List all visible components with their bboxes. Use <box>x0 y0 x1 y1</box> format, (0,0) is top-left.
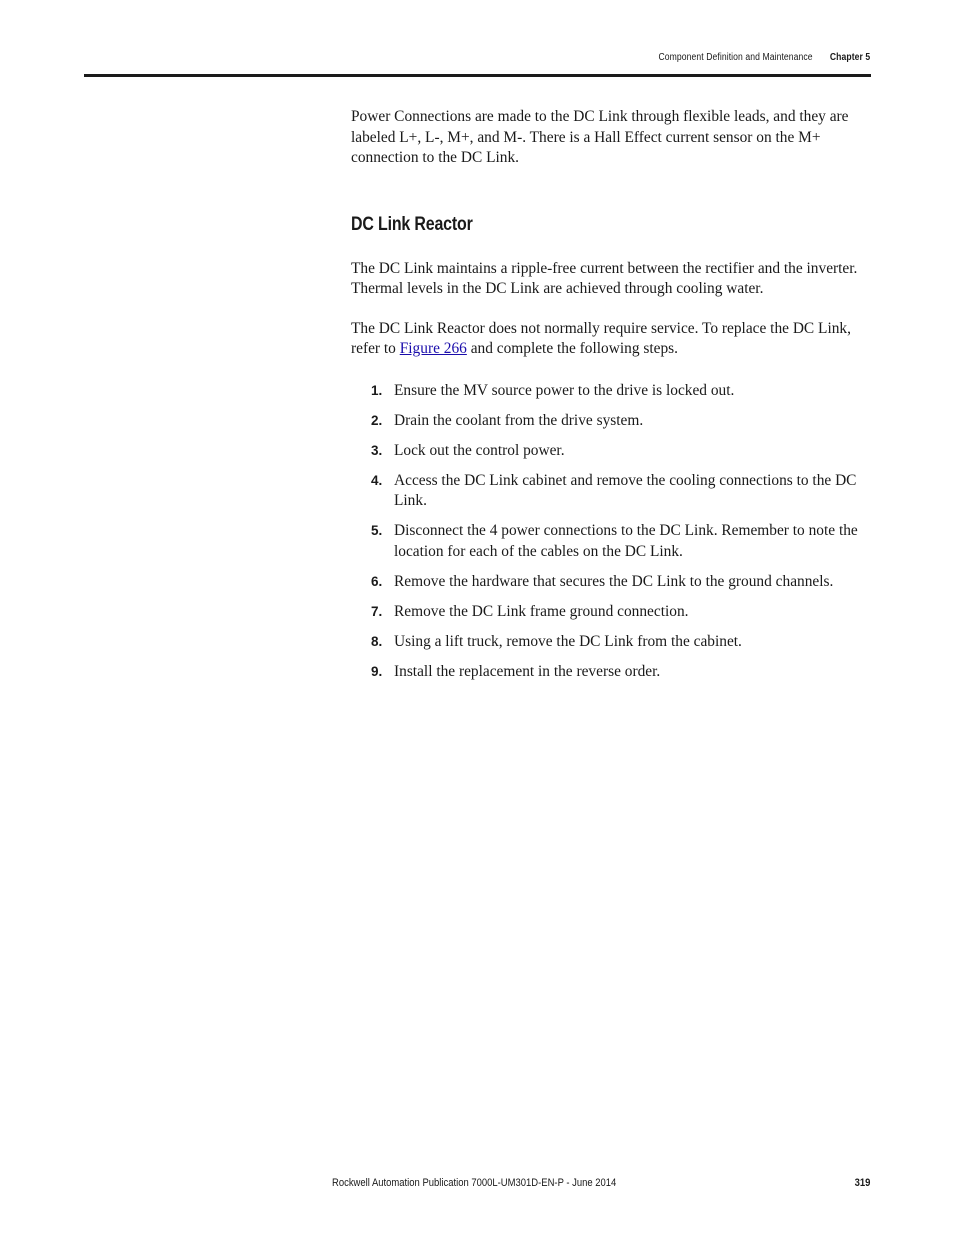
paragraph-service <box>351 319 875 360</box>
step-number: 1. <box>371 382 383 398</box>
step-number: 8. <box>371 633 383 649</box>
step-item <box>351 572 875 593</box>
header-rule <box>84 74 871 77</box>
step-number: 9. <box>371 663 383 679</box>
footer-page-number: 319 <box>854 1177 870 1189</box>
paragraph-cooling: The DC Link maintains a ripple-free current between the rectifier and the inverter. Thermal levels in the DC Link are achieved through cooling water. <box>351 259 858 297</box>
step-number: 2. <box>371 412 383 428</box>
header-section-title: Component Definition and Maintenance <box>658 52 813 63</box>
step-number: 6. <box>371 573 383 589</box>
step-number: 5. <box>371 523 383 538</box>
step-item <box>351 441 875 462</box>
step-item <box>351 662 875 683</box>
footer-publication: Rockwell Automation Publication 7000L-UM301D-EN-P - June 2014 <box>332 1177 617 1189</box>
replacement-steps-list <box>351 381 875 683</box>
step-text: Install the replacement in the reverse order. <box>394 662 661 680</box>
section-heading: DC Link Reactor <box>351 213 473 235</box>
figure-266-link[interactable]: Figure 266 <box>399 340 467 357</box>
step-text: Ensure the MV source power to the drive is locked out. <box>394 381 735 399</box>
step-item <box>351 602 875 623</box>
step-text: Remove the hardware that secures the DC Link to the ground channels. <box>394 572 834 590</box>
step-item <box>351 632 875 653</box>
step-item <box>351 471 875 512</box>
step-text: Disconnect the 4 power connections to the DC Link. Remember to note the location for each of the cables on the DC Link. <box>394 522 858 560</box>
step-text: Access the DC Link cabinet and remove the cooling connections to the DC Link. <box>394 471 857 509</box>
step-number: 3. <box>371 442 383 458</box>
intro-paragraph: Power Connections are made to the DC Link through flexible leads, and they are labeled L+, L-, M+, and M-. There is a Hall Effect current sensor on the M+ connection to the DC Link. <box>351 108 849 166</box>
running-header <box>658 52 870 63</box>
step-item <box>351 521 875 562</box>
main-content <box>351 107 875 692</box>
step-number: 7. <box>371 603 383 619</box>
step-text: Remove the DC Link frame ground connection. <box>394 602 689 620</box>
step-number: 4. <box>371 472 383 488</box>
header-chapter-label: Chapter 5 <box>829 52 870 63</box>
step-text: Lock out the control power. <box>394 441 565 459</box>
step-text: Using a lift truck, remove the DC Link from the cabinet. <box>394 632 742 650</box>
step-item <box>351 381 875 402</box>
paragraph-service-text-start: The DC Link Reactor does not normally require service. To replace the DC Link, refer to <box>351 319 851 357</box>
step-text: Drain the coolant from the drive system. <box>394 411 644 429</box>
paragraph-service-text-end: and complete the following steps. <box>466 340 678 357</box>
step-item <box>351 411 875 432</box>
